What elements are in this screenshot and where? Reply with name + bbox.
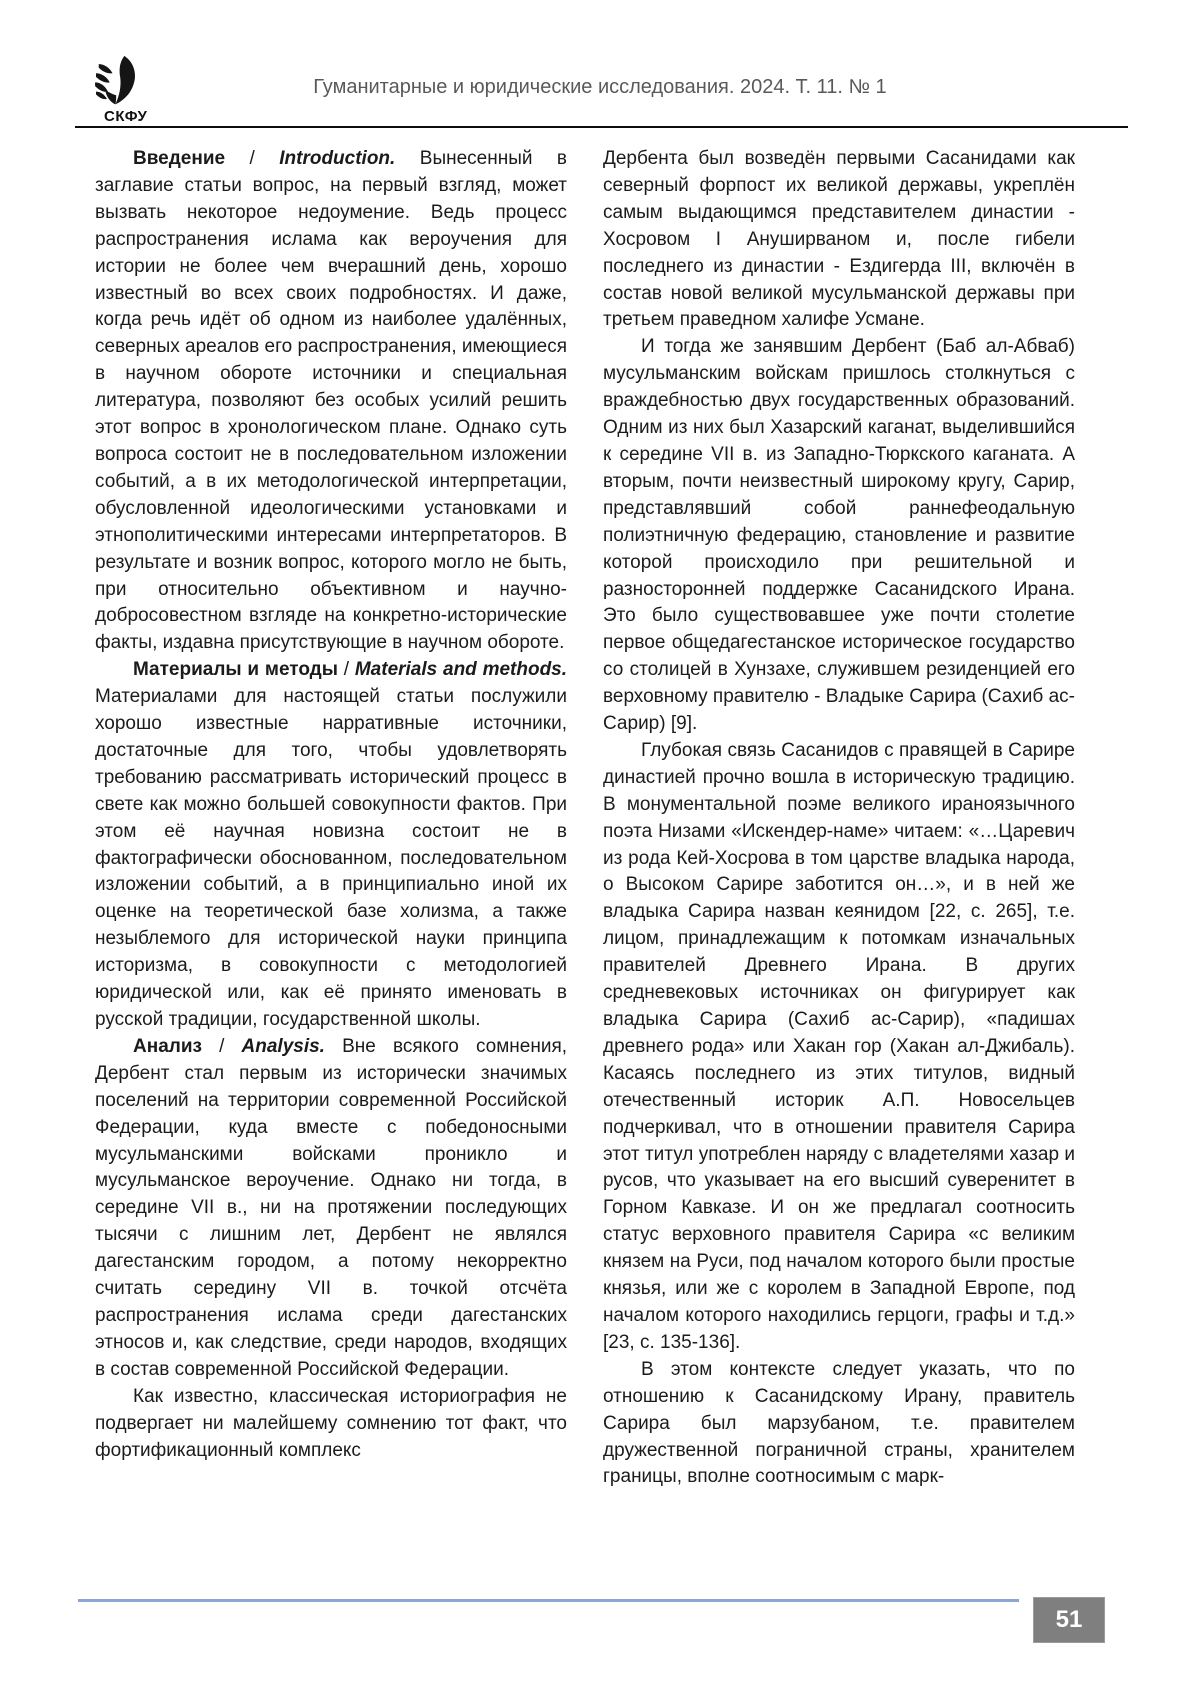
paragraph-text: Материалами для настоящей статьи послужили хорошо известные нарративные источники, достаточные для того, чтобы удовлетворять требованию рассматривать исторический процесс в свете как можно большей совокупности фактов. При этом её научная новизна состоит не в фактографически обоснованном, последовательном изложении событий, а в принципиально иной их оценке на теоретической базе холизма, а также незыблемого для исторической науки принципа историзма, в совокупности с методологией юридической или, как её принято именовать в русской традиции, государственной школы. xyxy=(95,686,567,1030)
page-number: 51 xyxy=(1055,1606,1083,1633)
paragraph-text: Как известно, классическая историография не подвергает ни малейшему сомнению тот факт, что фортификационный комплекс xyxy=(95,1385,567,1461)
paragraph-text: Дербента был возведён первыми Сасанидами как северный форпост их великой державы, укреплён самым выдающимся представителем династии - Хосровом I Ануширваном и, после гибели последнего из династии - Ездигерда III, включён в состав новой великой мусульманской державы при третьем праведном халифе Усмане. xyxy=(603,148,1075,331)
skfu-logo-label: СКФУ xyxy=(104,108,148,125)
footer-rule xyxy=(78,1599,1019,1602)
section-heading-ru: Введение xyxy=(133,148,226,169)
paragraph xyxy=(603,738,1075,1357)
paragraph-text: Вне всякого сомнения, Дербент стал первым из исторически значимых поселений на территории современной Российской Федерации, куда вместе с победоносными мусульманскими войсками проникло и мусульманское вероучение. Однако ни тогда, в середине VII в., ни на протяжении последующих тысячи с лишним лет, Дербент не являлся дагестанским городом, а потому некорректно считать середину VII в. точкой отсчёта распространения ислама среди дагестанских этносов и, как следствие, среди народов, входящих в состав современной Российской Федерации. xyxy=(95,1035,568,1380)
section-separator: / xyxy=(249,148,255,169)
paragraph-text: В этом контексте следует указать, что по отношению к Сасанидскому Ирану, правитель Сарира был марзубаном, т.е. правителем дружественной пограничной страны, хранителем границы, вполне соотносимым с марк- xyxy=(603,1358,1075,1488)
paragraph-continuation xyxy=(603,146,1075,334)
section-heading-ru: Анализ xyxy=(133,1035,202,1057)
section-separator: / xyxy=(219,1035,225,1057)
paragraph-text: Вынесенный в заглавие статьи вопрос, на первый взгляд, может вызвать некоторое недоумение. Ведь процесс распространения ислама как вероучения для истории не более чем вчерашний день, хорошо известный во всех своих подробностях. И даже, когда речь идёт об одном из наиболее удалённых, северных ареалов его распространения, имеющиеся в научном обороте источники и специальная литература, позволяют без особых усилий решить этот вопрос в хронологическом плане. Однако суть вопроса состоит не в последовательном изложении событий, а в их методологической интерпретации, обусловленной идеологическими установками и этнополитическими интересами интерпретаторов. В результате и возник вопрос, которого могло не быть, при относительно объективном и научно-добросовестном взгляде на конкретно-исторические факты, издавна присутствующие в научном обороте. xyxy=(95,148,568,654)
section-heading-en: Materials and methods. xyxy=(354,659,568,681)
journal-title: Гуманитарные и юридические исследования. 2024. Т. 11. № 1 xyxy=(313,76,887,98)
section-heading-ru: Материалы и методы xyxy=(133,659,338,681)
section-heading-en: Introduction. xyxy=(279,148,396,169)
paragraph-analysis xyxy=(95,1034,567,1384)
left-column xyxy=(95,146,567,1464)
paragraph xyxy=(603,1357,1075,1492)
section-separator: / xyxy=(343,659,350,681)
paragraph-introduction xyxy=(95,146,567,657)
page-number-badge xyxy=(1033,1597,1105,1643)
right-column xyxy=(603,146,1075,1491)
paragraph-text: Глубокая связь Сасанидов с правящей в Сарире династией прочно вошла в историческую традицию. В монументальной поэме великого ираноязычного поэта Низами «Искендер-наме» читаем: «…Царевич из рода Кей-Хосрова в том царстве владыка народа, о Высоком Сарире заботится он…», и в ней же владыка Сарира назван кеянидом [22, с. 265], т.е. лицом, принадлежащим к потомкам изначальных правителей Древнего Ирана. В других средневековых источниках он фигурирует как владыка Сарира (Сахиб ас-Сарир), «падишах древнего рода» или Хакан гор (Хакан ал-Джибаль). Касаясь последнего из этих титулов, видный отечественный историк А.П. Новосельцев подчеркивал, что в отношении правителя Сарира этот титул употреблен наряду с владетелями хазар и русов, что указывает на его высший суверенитет в Горном Кавказе. И он же предлагал соотносить статус верховного правителя Сарира «с великим князем на Руси, под началом которого были простые князья, или же с королем в Западной Европе, под началом которого находились герцоги, графы и т.д.» [23, с. 135-136]. xyxy=(603,739,1075,1353)
paragraph-materials xyxy=(95,657,567,1034)
section-heading-en: Analysis. xyxy=(241,1035,325,1057)
paragraph xyxy=(603,334,1075,738)
paragraph-text: И тогда же занявшим Дербент (Баб ал-Абваб) мусульманским войскам пришлось столкнуться с враждебностью двух государственных образований. Одним из них был Хазарский каганат, выделившийся к середине VII в. из Западно-Тюркского каганата. А вторым, почти неизвестный широкому кругу, Сарир, представлявший собой раннефеодальную полиэтничную федерацию, становление и развитие которой происходило при решительной и разносторонней поддержке Сасанидского Ирана. Это было существовавшее уже почти столетие первое общедагестанское историческое государство со столицей в Хунзахе, служившем резиденцией его верховному правителю - Владыке Сарира (Сахиб ас-Сарир) [9]. xyxy=(603,336,1075,735)
paragraph xyxy=(95,1384,567,1465)
header-rule xyxy=(75,126,1128,128)
